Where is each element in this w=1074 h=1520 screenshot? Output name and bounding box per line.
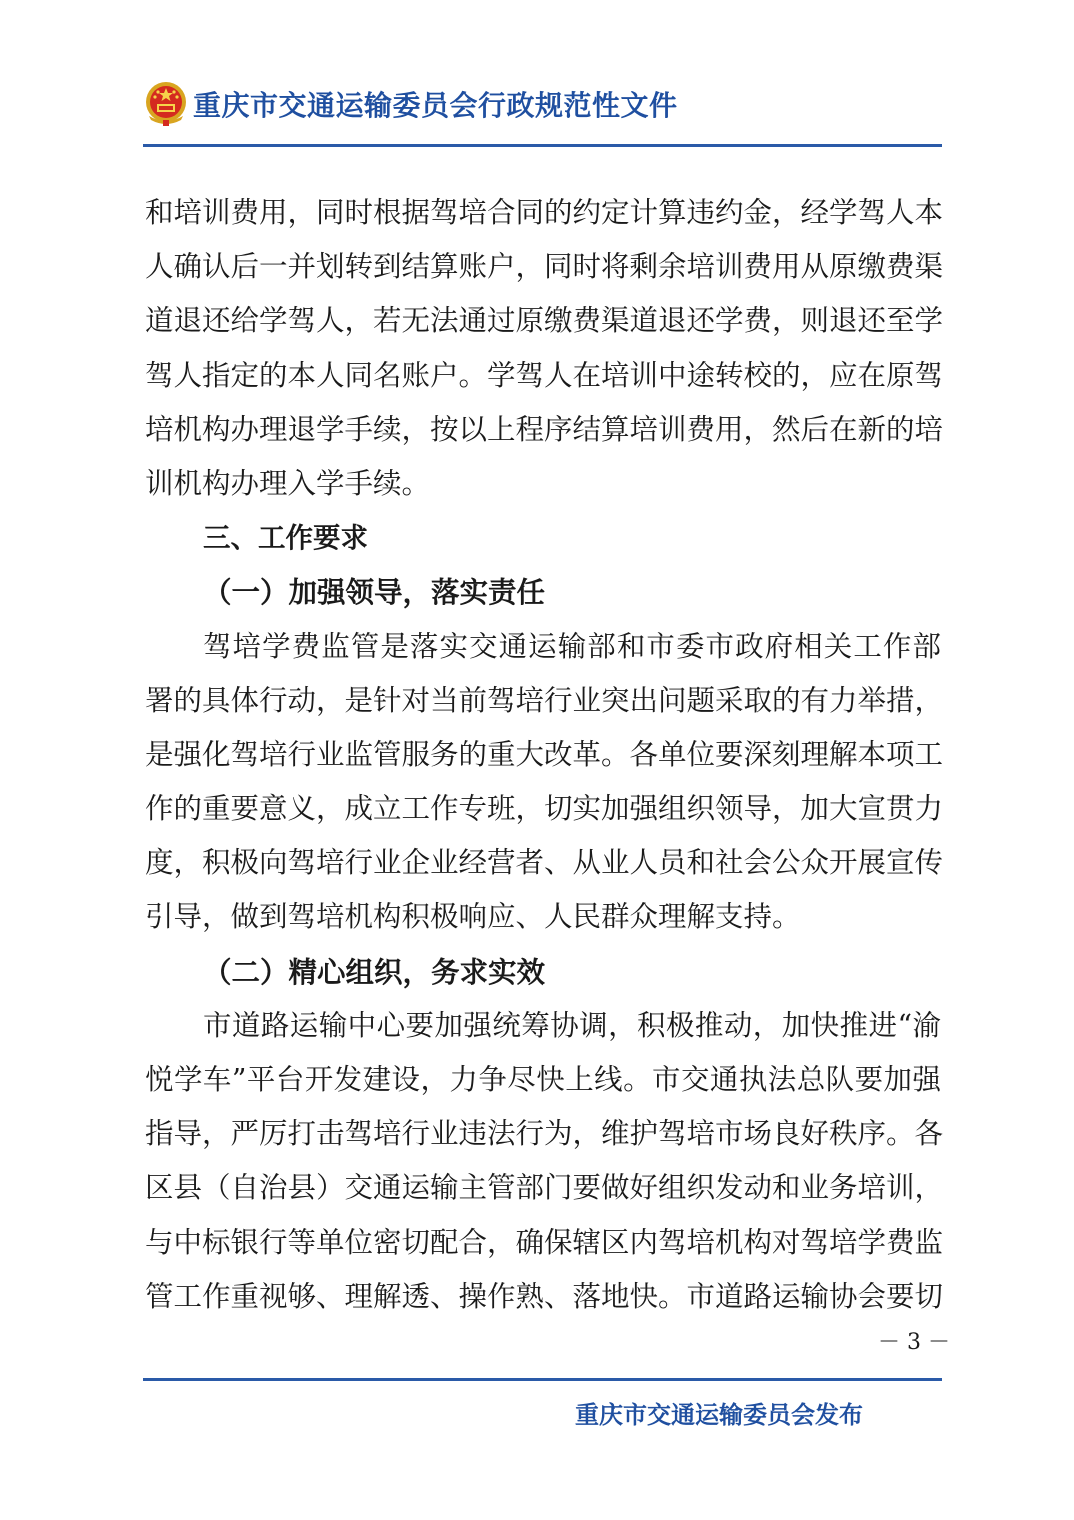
body-line: 道退还给学驾人，若无法通过原缴费渠道退还学费，则退还至学 <box>145 304 944 338</box>
footer-publisher: 重庆市交通运输委员会发布 <box>575 1401 863 1429</box>
body-line: 管工作重视够、理解透、操作熟、落地快。市道路运输协会要切 <box>145 1279 944 1313</box>
document-body <box>145 186 944 1324</box>
body-line: 署的具体行动，是针对当前驾培行业突出问题采取的有力举措， <box>145 683 944 717</box>
body-line: 人确认后一并划转到结算账户，同时将剩余培训费用从原缴费渠 <box>145 250 944 284</box>
body-line: 训机构办理入学手续。 <box>145 466 431 500</box>
document-header <box>143 76 943 132</box>
body-line: 度，积极向驾培行业企业经营者、从业人员和社会公众开展宣传 <box>145 846 944 880</box>
page-number: － 3 － <box>878 1330 950 1355</box>
header-divider <box>143 144 942 147</box>
header-title: 重庆市交通运输委员会行政规范性文件 <box>193 89 678 122</box>
body-line: 驾培学费监管是落实交通运输部和市委市政府相关工作部 <box>203 629 941 663</box>
body-line: 作的重要意义，成立工作专班，切实加强组织领导，加大宣贯力 <box>145 792 944 826</box>
subsection-heading: （二）精心组织，务求实效 <box>203 954 546 989</box>
body-line: 和培训费用，同时根据驾培合同的约定计算违约金，经学驾人本 <box>145 196 944 229</box>
national-emblem-icon <box>143 80 189 128</box>
subsection-heading: （一）加强领导，落实责任 <box>203 575 546 610</box>
body-line: 市道路运输中心要加强统筹协调，积极推动，加快推进“渝 <box>203 1008 941 1042</box>
section-heading: 三、工作要求 <box>203 522 368 555</box>
body-line: 是强化驾培行业监管服务的重大改革。各单位要深刻理解本项工 <box>145 737 944 771</box>
body-line: 悦学车”平台开发建设，力争尽快上线。市交通执法总队要加强 <box>145 1063 941 1096</box>
body-line: 与中标银行等单位密切配合，确保辖区内驾培机构对驾培学费监 <box>145 1225 944 1259</box>
body-line: 培机构办理退学手续，按以上程序结算培训费用，然后在新的培 <box>145 412 944 446</box>
body-line: 引导，做到驾培机构积极响应、人民群众理解支持。 <box>145 900 801 934</box>
footer-divider <box>143 1378 942 1381</box>
body-line: 指导，严厉打击驾培行业违法行为，维护驾培市场良好秩序。各 <box>145 1117 944 1151</box>
body-line: 区县（自治县）交通运输主管部门要做好组织发动和业务培训， <box>145 1171 944 1205</box>
body-line: 驾人指定的本人同名账户。学驾人在培训中途转校的，应在原驾 <box>145 358 944 392</box>
